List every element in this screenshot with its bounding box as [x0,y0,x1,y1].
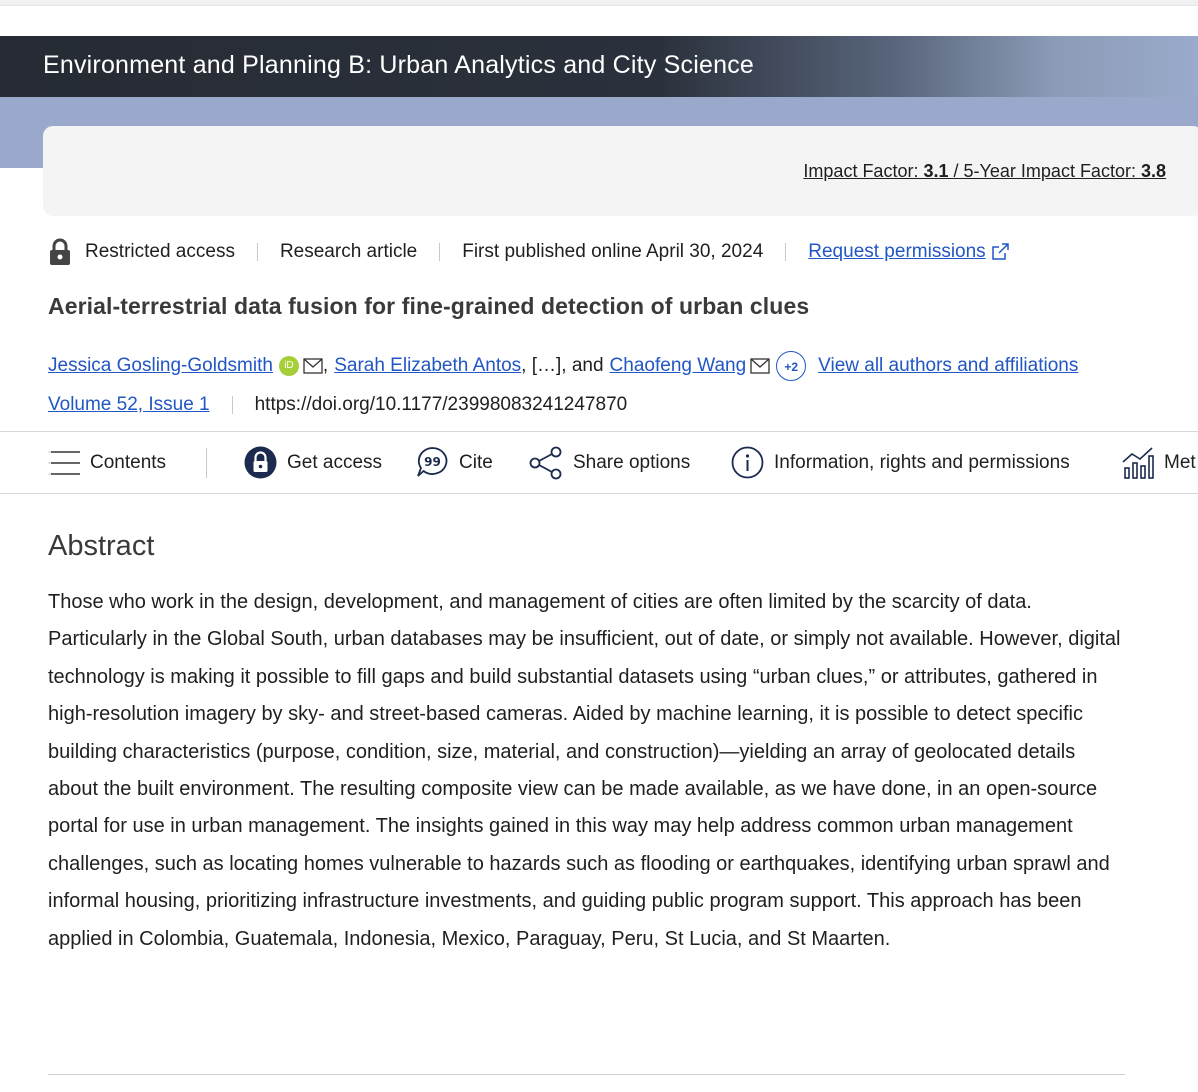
volume-issue-link[interactable]: Volume 52, Issue 1 [48,394,210,415]
metrics-button[interactable]: Met [1122,432,1196,493]
menu-icon [48,450,80,476]
contents-button[interactable]: Contents [48,432,166,493]
lock-icon [48,238,72,266]
access-status: Restricted access [85,241,235,262]
email-icon[interactable] [303,358,323,374]
email-icon[interactable] [750,358,770,374]
author-link-wang[interactable]: Chaofeng Wang [609,355,747,376]
orcid-icon[interactable]: iD [279,356,299,376]
author-list [48,351,1078,381]
journal-info-card [43,126,1198,216]
view-all-authors-link[interactable]: View all authors and affiliations [818,355,1079,376]
article-toolbar [0,431,1198,494]
get-access-button[interactable]: Get access [244,432,382,493]
author-ellipsis: , […], and [521,355,604,376]
more-authors-badge[interactable]: +2 [776,351,806,381]
lock-circle-icon [244,446,277,479]
author-link-antos[interactable]: Sarah Elizabeth Antos [334,355,522,376]
information-button[interactable]: Information, rights and permissions [731,432,1070,493]
divider [257,243,258,261]
share-options-button[interactable]: Share options [529,432,690,493]
author-separator: , [322,355,329,376]
doi-link[interactable]: https://doi.org/10.1177/23998083241247870 [254,394,628,415]
request-permissions-link[interactable]: Request permissions [808,241,986,262]
abstract-heading: Abstract [48,530,155,562]
issue-row [48,394,627,416]
share-icon [529,446,563,480]
browser-top-edge [0,0,1198,6]
journal-banner [0,36,1198,97]
article-meta-row [48,238,1010,266]
impact-factor-link[interactable]: Impact Factor: 3.1 / 5-Year Impact Factor: 3.8 [803,161,1166,181]
abstract-text: Those who work in the design, development, and management of cities are often limited by the scarcity of data. Particularly in the Global South, urban databases may be insufficient, out of date, or simply not available. However, digital technology is making it possible to fill gaps and build substantial datasets using “urban clues,” or attributes, gathered in high-resolution imagery by sky- and street-based cameras. Aided by machine learning, it is possible to detect specific building characteristics (purpose, condition, size, material, and construction)—yielding an array of geolocated details about the built environment. The resulting composite view can be made available, as we have done, in an open-source portal for use in urban management. The insights gained in this way may help address common urban management challenges, such as locating homes vulnerable to hazards such as flooding or earthquakes, identifying urban sprawl and informal housing, prioritizing infrastructure investments, and guiding public program support. This approach has been applied in Colombia, Guatemala, Indonesia, Mexico, Paraguay, Peru, St Lucia, and St Maarten. [48,591,1121,950]
info-icon [731,446,764,479]
divider [439,243,440,261]
divider [232,396,233,414]
quote-bubble-icon [416,446,449,479]
divider [785,243,786,261]
section-divider [48,1074,1125,1075]
cite-button[interactable]: 99 Cite [416,432,493,493]
publication-date: First published online April 30, 2024 [462,241,764,262]
svg-text:99: 99 [424,455,441,469]
author-link-gosling-goldsmith[interactable]: Jessica Gosling-Goldsmith [48,355,273,376]
article-type: Research article [279,241,418,262]
article-title: Aerial-terrestrial data fusion for fine-grained detection of urban clues [48,293,810,319]
toolbar-divider [206,448,207,478]
bar-chart-icon [1122,446,1154,480]
journal-title[interactable]: Environment and Planning B: Urban Analytics and City Science [43,51,754,79]
external-link-icon [990,242,1010,262]
